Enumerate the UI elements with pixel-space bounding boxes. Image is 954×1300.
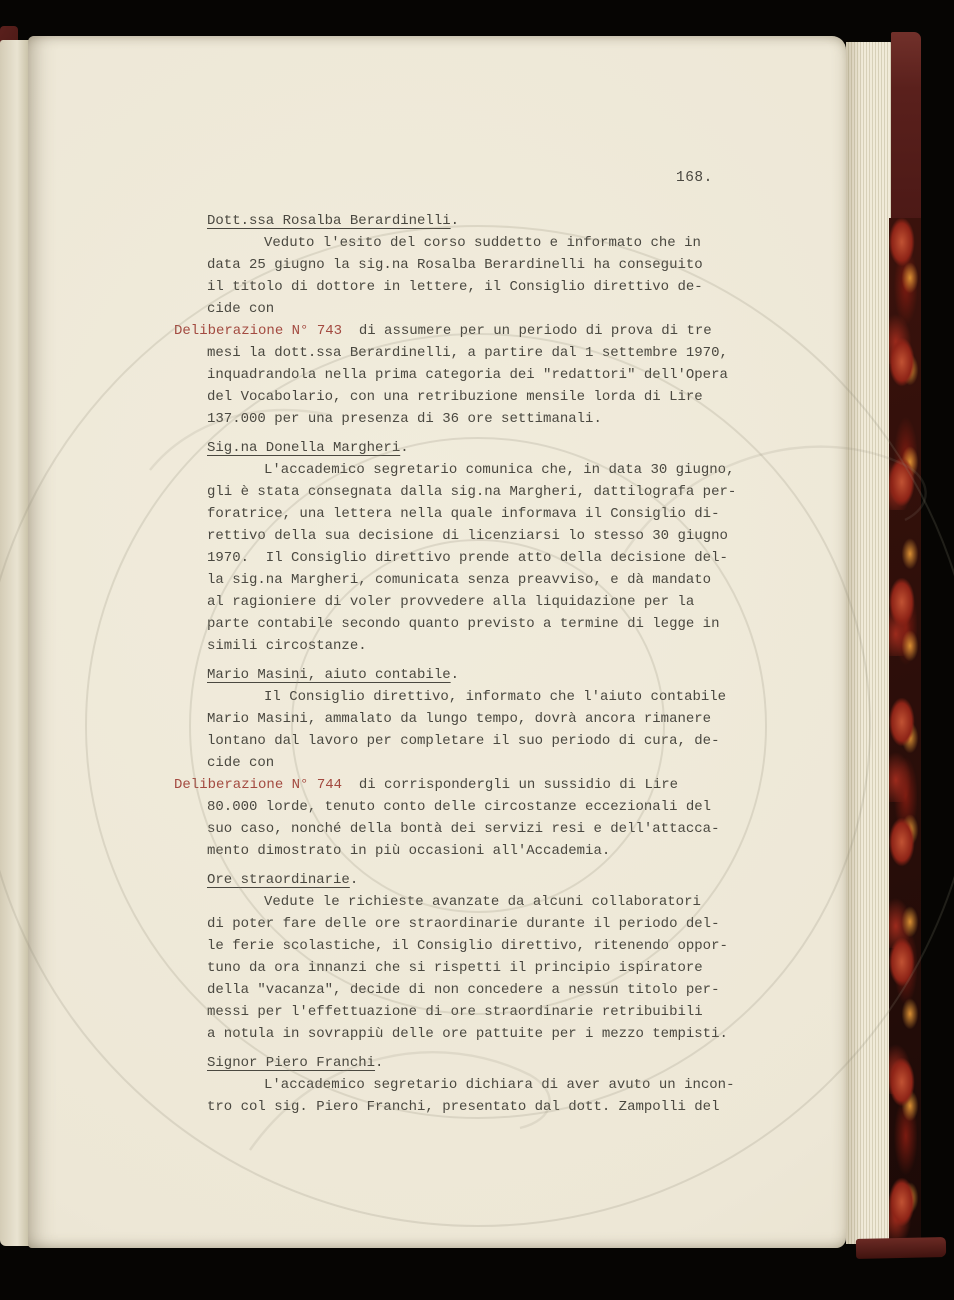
deliberation-line: Deliberazione N° 743 di assumere per un periodo di prova di tre xyxy=(174,323,712,339)
text-line: a notula in sovrappiù delle ore pattuite per i mezzo tempisti. xyxy=(207,1026,728,1042)
text-line: Il Consiglio direttivo, informato che l'aiuto contabile xyxy=(264,689,727,705)
book-cover-edge-top xyxy=(891,32,921,222)
text-line: 137.000 per una presenza di 36 ore settimanali. xyxy=(207,411,602,427)
text-line: 80.000 lorde, tenuto conto delle circostanze eccezionali del xyxy=(207,799,712,815)
text-line: data 25 giugno la sig.na Rosalba Berardinelli ha conseguito xyxy=(207,257,703,273)
section-heading: Ore straordinarie. xyxy=(207,872,359,888)
text-line: gli è stata consegnata dalla sig.na Margheri, dattilografa per- xyxy=(207,484,737,500)
book-cover-edge-bottom xyxy=(856,1237,946,1259)
text-line: rettivo della sua decisione di licenziarsi lo stesso 30 giugno xyxy=(207,528,728,544)
page-edge-stack xyxy=(846,42,893,1244)
text-line: lontano dal lavoro per completare il suo periodo di cura, de- xyxy=(207,733,720,749)
text-line: la sig.na Margheri, comunicata senza preavviso, e dà mandato xyxy=(207,572,712,588)
text-line: Mario Masini, ammalato da lungo tempo, dovrà ancora rimanere xyxy=(207,711,712,727)
text-line: inquadrandola nella prima categoria dei "redattori" dell'Opera xyxy=(207,367,728,383)
text-line: cide con xyxy=(207,301,275,317)
section-heading: Sig.na Donella Margheri. xyxy=(207,440,409,456)
section-heading: Mario Masini, aiuto contabile. xyxy=(207,667,460,683)
section-heading: Dott.ssa Rosalba Berardinelli. xyxy=(207,213,460,229)
text-line: L'accademico segretario comunica che, in data 30 giugno, xyxy=(264,462,735,478)
text-line: Veduto l'esito del corso suddetto e informato che in xyxy=(264,235,701,251)
text-line: le ferie scolastiche, il Consiglio direttivo, ritenendo oppor- xyxy=(207,938,728,954)
text-line: mesi la dott.ssa Berardinelli, a partire dal 1 settembre 1970, xyxy=(207,345,728,361)
section-heading: Signor Piero Franchi. xyxy=(207,1055,384,1071)
text-line: mento dimostrato in più occasioni all'Accademia. xyxy=(207,843,611,859)
typewritten-text xyxy=(174,210,827,1118)
text-line: al ragioniere di voler provvedere alla liquidazione per la xyxy=(207,594,695,610)
marbled-endpaper-edge xyxy=(889,218,921,1244)
text-line: L'accademico segretario dichiara di aver avuto un incon- xyxy=(264,1077,735,1093)
text-line: tro col sig. Piero Franchi, presentato dal dott. Zampolli del xyxy=(207,1099,720,1115)
book-page xyxy=(28,36,846,1248)
text-line: messi per l'effettuazione di ore straordinarie retribuibili xyxy=(207,1004,703,1020)
text-line: foratrice, una lettera nella quale informava il Consiglio di- xyxy=(207,506,720,522)
text-line: simili circostanze. xyxy=(207,638,367,654)
text-line: del Vocabolario, con una retribuzione mensile lorda di Lire xyxy=(207,389,703,405)
text-line: cide con xyxy=(207,755,275,771)
facing-page-edge xyxy=(0,40,31,1246)
text-line: il titolo di dottore in lettere, il Consiglio direttivo de- xyxy=(207,279,703,295)
deliberation-line: Deliberazione N° 744 di corrispondergli un sussidio di Lire xyxy=(174,777,679,793)
text-line: 1970. Il Consiglio direttivo prende atto della decisione del- xyxy=(207,550,728,566)
text-line: Vedute le richieste avanzate da alcuni collaboratori xyxy=(264,894,701,910)
text-line: suo caso, nonché della bontà dei servizi resi e dell'attacca- xyxy=(207,821,720,837)
page-number: 168. xyxy=(676,170,713,186)
text-line: tuno da ora innanzi che si rispetti il principio ispiratore xyxy=(207,960,703,976)
text-line: parte contabile secondo quanto previsto a termine di legge in xyxy=(207,616,720,632)
text-line: di poter fare delle ore straordinarie durante il periodo del- xyxy=(207,916,720,932)
text-line: della "vacanza", decide di non concedere a nessun titolo per- xyxy=(207,982,720,998)
